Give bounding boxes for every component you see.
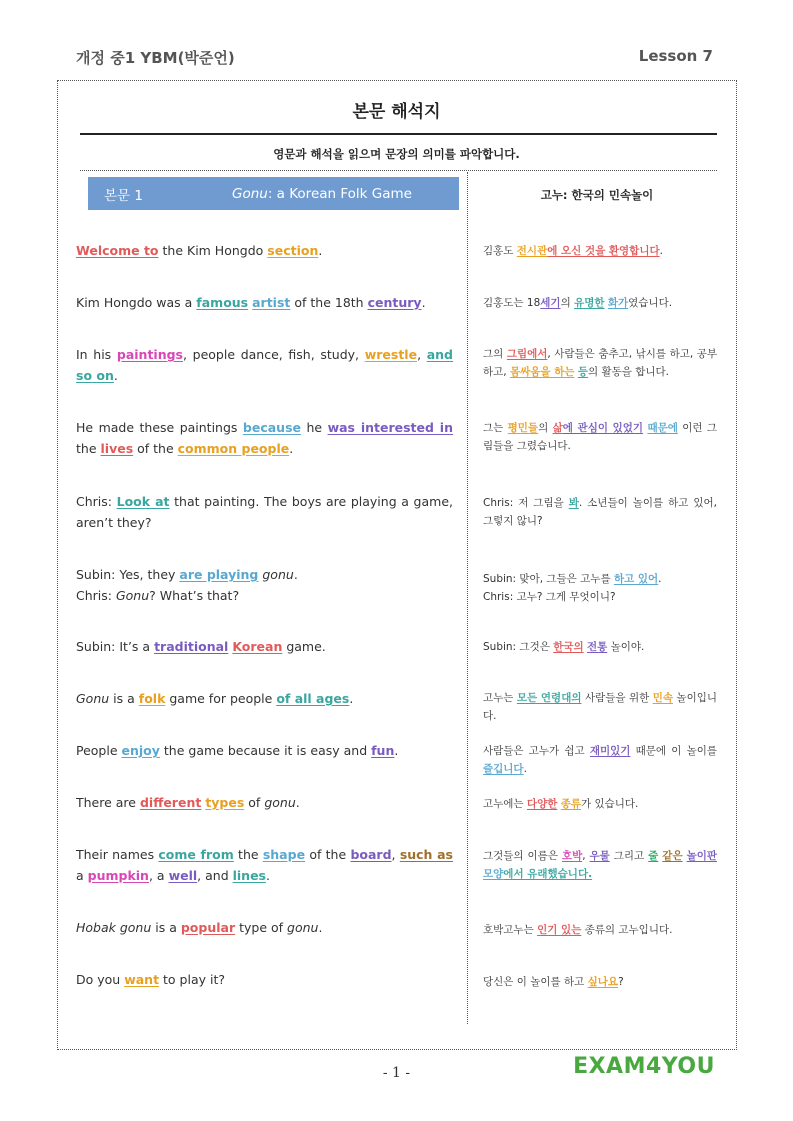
text-segment: . bbox=[658, 573, 662, 585]
text-segment: of bbox=[244, 795, 265, 810]
highlight-phrase: 하고 있어 bbox=[613, 573, 659, 585]
english-sentence bbox=[76, 417, 453, 459]
section-banner bbox=[88, 177, 459, 210]
text-segment: . bbox=[289, 441, 294, 456]
text-segment: 사람들을 위한 bbox=[581, 692, 653, 704]
korean-translation bbox=[483, 743, 717, 778]
highlight-phrase: 민속 bbox=[652, 692, 673, 704]
text-segment: , 사람들은 춤추고, 낚시를 하고, 공부하고, bbox=[483, 348, 718, 378]
highlight-phrase: 몸싸움을 하는 bbox=[509, 365, 575, 378]
subtitle-divider bbox=[80, 170, 717, 171]
text-segment: 고누에는 bbox=[483, 798, 527, 810]
text-segment: 김홍도는 18 bbox=[483, 297, 541, 309]
korean-translation bbox=[483, 295, 717, 313]
text-segment: Subin: 맞아, 그들은 고누를 bbox=[483, 573, 614, 585]
highlight-phrase: come from bbox=[158, 847, 234, 862]
text-segment: 의 bbox=[538, 422, 553, 434]
text-segment: , and bbox=[197, 868, 233, 883]
english-sentence bbox=[76, 564, 453, 606]
highlight-phrase: well bbox=[168, 868, 198, 883]
english-sentence bbox=[76, 969, 453, 990]
korean-translation bbox=[483, 639, 717, 657]
section-number: 본문 1 bbox=[104, 187, 143, 204]
text-segment: the Kim Hongdo bbox=[158, 243, 268, 258]
korean-translation bbox=[483, 420, 717, 455]
english-sentence bbox=[76, 491, 453, 533]
highlight-phrase: want bbox=[124, 972, 160, 987]
text-segment: game for people bbox=[165, 691, 277, 706]
page-title: 본문 해석지 bbox=[352, 102, 441, 122]
text-segment: . bbox=[318, 243, 323, 258]
highlight-phrase: 화가 bbox=[607, 297, 629, 309]
highlight-phrase: 우물 bbox=[589, 850, 610, 862]
text-segment: Chris: bbox=[76, 588, 116, 603]
highlight-phrase: 모든 연령대의 bbox=[516, 692, 582, 704]
text-segment: that painting. The boys are playing a game, aren’t they? bbox=[76, 494, 453, 530]
highlight-phrase: enjoy bbox=[121, 743, 160, 758]
highlight-phrase: common people bbox=[177, 441, 290, 456]
highlight-phrase: section bbox=[267, 243, 319, 258]
highlight-phrase: paintings bbox=[116, 347, 183, 362]
text-segment: . bbox=[421, 295, 426, 310]
text-segment: he bbox=[301, 420, 328, 435]
text-segment: Chris: 고누? 그게 무엇이니? bbox=[483, 590, 616, 603]
english-sentence bbox=[76, 792, 453, 813]
highlight-phrase: lives bbox=[100, 441, 134, 456]
text-segment: Chris: 저 그림을 bbox=[483, 497, 569, 509]
english-sentence bbox=[76, 344, 453, 386]
text-segment: . bbox=[318, 920, 323, 935]
english-sentence bbox=[76, 636, 453, 657]
text-segment: type of bbox=[235, 920, 288, 935]
text-segment: . bbox=[349, 691, 354, 706]
text-segment: Do you bbox=[76, 972, 125, 987]
highlight-phrase: shape bbox=[262, 847, 306, 862]
text-segment: , a bbox=[148, 868, 169, 883]
text-segment: ? What’s that? bbox=[149, 588, 240, 603]
column-divider bbox=[467, 172, 468, 1024]
highlight-phrase: 에 관심이 있었기 bbox=[562, 422, 644, 434]
text-segment: . bbox=[293, 567, 298, 582]
text-segment: 였습니다. bbox=[628, 297, 673, 309]
english-sentence bbox=[76, 240, 453, 261]
text-segment: 그리고 bbox=[609, 850, 649, 862]
text-segment: . bbox=[394, 743, 399, 758]
header-lesson: Lesson 7 bbox=[638, 47, 713, 65]
text-segment: He made these paintings bbox=[76, 420, 243, 435]
text-segment: In his bbox=[76, 347, 117, 362]
korean-translation bbox=[483, 346, 717, 381]
text-segment: 그것들의 이름은 bbox=[483, 850, 562, 862]
highlight-phrase: 때문에 bbox=[647, 422, 678, 434]
text-segment: People bbox=[76, 743, 122, 758]
korean-translation bbox=[483, 848, 717, 883]
highlight-phrase: traditional bbox=[154, 639, 229, 654]
text-segment: 호박고누는 bbox=[483, 924, 538, 936]
text-segment: Subin: It’s a bbox=[76, 639, 155, 654]
text-segment: 놀이야. bbox=[607, 641, 645, 653]
highlight-phrase: 종류 bbox=[560, 798, 581, 810]
korean-translation bbox=[483, 690, 717, 725]
highlight-phrase: popular bbox=[180, 920, 236, 935]
highlight-phrase: 같은 bbox=[662, 850, 683, 862]
korean-title: 고누: 한국의 민속놀이 bbox=[540, 188, 654, 202]
text-segment: 때문에 이 놀이를 bbox=[630, 745, 717, 757]
highlight-phrase: pumpkin bbox=[87, 868, 149, 883]
text-segment: Subin: Yes, they bbox=[76, 567, 180, 582]
text-segment: Their names bbox=[76, 847, 159, 862]
highlight-phrase: 그림에서 bbox=[506, 348, 548, 360]
section-title-italic: Gonu bbox=[232, 185, 268, 202]
text-segment: . 소년들이 놀이를 하고 있어, 그렇지 않니? bbox=[483, 497, 717, 527]
text-segment: 의 bbox=[560, 297, 575, 309]
highlight-phrase: Korean bbox=[232, 639, 283, 654]
korean-translation bbox=[483, 571, 717, 606]
page-number: - 1 - bbox=[382, 1065, 411, 1081]
highlight-phrase: 다양한 bbox=[526, 798, 558, 810]
italic-term: Gonu bbox=[76, 691, 110, 706]
text-segment: Chris: bbox=[76, 494, 117, 509]
title-divider bbox=[80, 133, 717, 135]
text-segment: 김홍도 bbox=[483, 245, 517, 257]
text-segment: , bbox=[391, 847, 400, 862]
highlight-phrase: 놀이판 bbox=[686, 850, 717, 862]
italic-term: gonu bbox=[264, 795, 296, 810]
highlight-phrase: of all ages bbox=[276, 691, 350, 706]
text-segment: , people dance, fish, study, bbox=[183, 347, 365, 362]
brand-logo: EXAM4YOU bbox=[573, 1054, 715, 1079]
highlight-phrase: 즐깁니다 bbox=[483, 762, 524, 775]
highlight-phrase: 삶 bbox=[552, 422, 563, 434]
text-segment: 그의 bbox=[483, 348, 507, 360]
text-segment: . bbox=[266, 868, 270, 883]
text-segment: the bbox=[233, 847, 263, 862]
highlight-phrase: are playing bbox=[179, 567, 259, 582]
english-sentence bbox=[76, 917, 453, 938]
text-segment: 놀이입니다. bbox=[483, 692, 717, 722]
highlight-phrase: board bbox=[350, 847, 392, 862]
text-segment: of the bbox=[133, 441, 178, 456]
highlight-phrase: 평민들 bbox=[507, 422, 539, 434]
highlight-phrase: 호박 bbox=[561, 850, 583, 862]
highlight-phrase: types bbox=[205, 795, 245, 810]
highlight-phrase: was interested in bbox=[327, 420, 453, 435]
highlight-phrase: 전시관 bbox=[516, 245, 548, 257]
highlight-phrase: 모양 bbox=[483, 867, 504, 880]
korean-translation bbox=[483, 495, 717, 530]
korean-translation bbox=[483, 243, 717, 261]
text-segment: 고누는 bbox=[483, 692, 517, 704]
text-segment: . bbox=[113, 368, 118, 383]
highlight-phrase: 싶나요 bbox=[587, 976, 619, 988]
highlight-phrase: 한국의 bbox=[553, 641, 584, 653]
highlight-phrase: 인기 있는 bbox=[537, 924, 582, 936]
korean-translation bbox=[483, 974, 717, 992]
text-segment: of the bbox=[305, 847, 351, 862]
text-segment: is a bbox=[151, 920, 181, 935]
english-sentence bbox=[76, 688, 453, 709]
text-segment: . bbox=[523, 762, 527, 775]
highlight-phrase: such as bbox=[399, 847, 453, 862]
section-title bbox=[232, 186, 412, 202]
highlight-phrase: wrestle bbox=[364, 347, 418, 362]
highlight-phrase: 봐 bbox=[568, 497, 579, 509]
text-segment: 사람들은 고누가 쉽고 bbox=[483, 745, 590, 757]
highlight-phrase: lines bbox=[232, 868, 266, 883]
english-sentence bbox=[76, 740, 453, 761]
page-subtitle: 영문과 해석을 읽으며 문장의 의미를 파악합니다. bbox=[273, 147, 520, 161]
italic-term: gonu bbox=[287, 920, 319, 935]
text-segment: There are bbox=[76, 795, 140, 810]
highlight-phrase: and so on bbox=[76, 347, 454, 383]
text-segment: 당신은 이 놀이를 하고 bbox=[483, 976, 588, 988]
highlight-phrase: 등 bbox=[577, 365, 588, 378]
highlight-phrase: folk bbox=[138, 691, 166, 706]
highlight-phrase: 전통 bbox=[586, 641, 608, 653]
text-segment: is a bbox=[109, 691, 139, 706]
text-segment: of the 18th bbox=[290, 295, 368, 310]
text-segment: , bbox=[417, 347, 427, 362]
text-segment: to play it? bbox=[159, 972, 225, 987]
text-segment: . bbox=[295, 795, 300, 810]
header-course: 개정 중1 YBM(박준언) bbox=[76, 49, 235, 67]
section-title-rest: : a Korean Folk Game bbox=[267, 185, 412, 202]
italic-term: gonu bbox=[262, 567, 294, 582]
highlight-phrase: artist bbox=[252, 295, 291, 310]
highlight-phrase: 세기 bbox=[540, 297, 561, 309]
highlight-phrase: famous bbox=[196, 295, 249, 310]
text-segment: , bbox=[582, 850, 590, 862]
korean-translation bbox=[483, 796, 717, 814]
highlight-phrase: Welcome to bbox=[76, 243, 159, 258]
text-segment: the game because it is easy and bbox=[159, 743, 372, 758]
english-sentence bbox=[76, 844, 453, 886]
highlight-phrase: different bbox=[139, 795, 202, 810]
text-segment: 종류의 고누입니다. bbox=[581, 924, 673, 936]
italic-term: Hobak gonu bbox=[76, 920, 152, 935]
highlight-phrase: because bbox=[242, 420, 301, 435]
highlight-phrase: fun bbox=[371, 743, 395, 758]
text-segment: ? bbox=[618, 976, 624, 988]
highlight-phrase: 에서 유래했습니다. bbox=[503, 867, 593, 880]
text-segment: Subin: 그것은 bbox=[483, 641, 554, 653]
text-segment: 그는 bbox=[483, 422, 508, 434]
text-segment: . bbox=[659, 245, 663, 257]
korean-translation bbox=[483, 922, 717, 940]
text-segment: Kim Hongdo was a bbox=[76, 295, 197, 310]
text-segment: 의 활동을 합니다. bbox=[587, 365, 669, 378]
highlight-phrase: 에 오신 것을 환영합니다 bbox=[547, 245, 660, 257]
text-segment: a bbox=[76, 868, 88, 883]
highlight-phrase: 유명한 bbox=[574, 297, 605, 309]
text-segment: 이런 그림들을 그렸습니다. bbox=[483, 422, 718, 452]
italic-term: Gonu bbox=[115, 588, 150, 603]
text-segment: the bbox=[76, 441, 101, 456]
highlight-phrase: 줄 bbox=[648, 850, 659, 862]
highlight-phrase: century bbox=[367, 295, 422, 310]
highlight-phrase: 재미있기 bbox=[589, 745, 631, 757]
english-sentence bbox=[76, 292, 453, 313]
highlight-phrase: Look at bbox=[116, 494, 170, 509]
text-segment: game. bbox=[282, 639, 326, 654]
text-segment: 가 있습니다. bbox=[581, 798, 639, 810]
